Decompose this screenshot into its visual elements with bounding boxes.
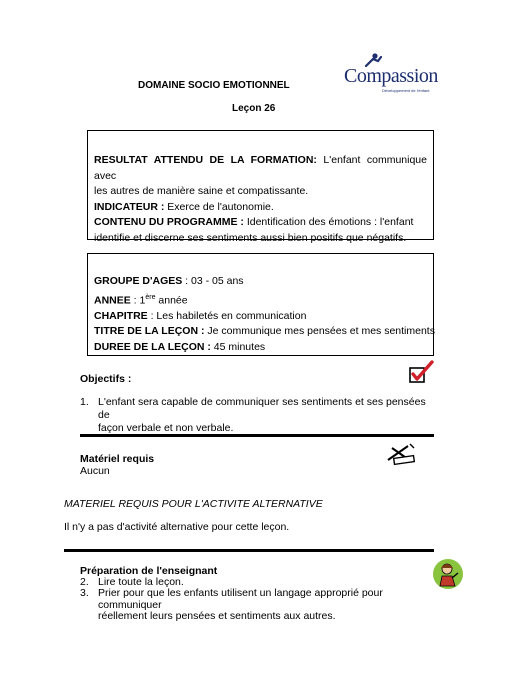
divider	[64, 549, 434, 552]
objectif-line-1: L'enfant sera capable de communiquer ses sentiments et ses pensées de	[98, 396, 426, 421]
titre-row	[94, 324, 435, 340]
preparation-item-text	[98, 588, 438, 623]
contenu-label: CONTENU DU PROGRAMME :	[94, 216, 244, 228]
materiel-heading: Matériel requis	[80, 453, 155, 465]
annee-label: ANNEE	[94, 294, 131, 306]
indicateur-label: INDICATEUR :	[94, 200, 165, 213]
titre-value: Je communique mes pensées et mes sentiments	[204, 325, 435, 337]
alternative-heading: MATERIEL REQUIS POUR L'ACTIVITE ALTERNATIVE	[64, 498, 323, 510]
pencil-tools-icon	[386, 442, 418, 466]
chapitre-label: CHAPITRE	[94, 309, 148, 322]
preparation-item-line-2: réellement leurs pensées et sentiments aux autres.	[98, 610, 336, 622]
objectifs-heading: Objectifs :	[80, 373, 132, 385]
objectif-line-2: façon verbale et non verbale.	[98, 422, 234, 434]
groupe-value: : 03 - 05 ans	[182, 275, 244, 287]
preparation-item-line-1: Prier pour que les enfants utilisent un langage approprié pour communiquer	[98, 587, 383, 611]
resultat-text-2: les autres de manière saine et compatissante.	[94, 185, 309, 197]
chapitre-row	[94, 309, 427, 325]
logo-word: Compassion	[344, 65, 438, 87]
objectif-item	[98, 396, 428, 435]
preparation-item-number: 2.	[80, 576, 89, 588]
duree-value: 45 minutes	[210, 340, 266, 353]
preparation-item-text: Lire toute la leçon.	[98, 576, 184, 588]
indicateur-text: Exerce de l'autonomie.	[164, 200, 274, 213]
materiel-value: Aucun	[80, 465, 110, 477]
lesson-number: Leçon 26	[232, 103, 276, 114]
preparation-item-number: 3.	[80, 587, 89, 599]
teacher-icon	[432, 558, 464, 590]
preparation-heading: Préparation de l'enseignant	[80, 565, 218, 577]
indicateur-line	[94, 200, 427, 216]
alternative-text: Il n'y a pas d'activité alternative pour cette leçon.	[64, 521, 290, 533]
groupe-row	[94, 274, 427, 290]
chapitre-value: : Les habiletés en communication	[147, 309, 307, 322]
titre-label: TITRE DE LA LEÇON :	[94, 325, 205, 337]
annee-prefix: : 1	[130, 294, 146, 306]
annee-sup: ère	[145, 293, 156, 301]
preparation-item	[80, 588, 89, 600]
duree-row	[94, 340, 427, 356]
annee-row	[94, 290, 427, 309]
resultat-text-1: L'enfant communique avec	[94, 154, 427, 182]
groupe-label: GROUPE D'AGES	[94, 275, 183, 287]
contenu-text-2: identifie et discerne ses sentiments aussi bien positifs que négatifs.	[94, 231, 407, 244]
annee-suffix: année	[155, 294, 188, 306]
lesson-info-box	[87, 253, 434, 356]
contenu-text-1: Identification des émotions : l'enfant	[243, 216, 414, 228]
compassion-logo	[342, 52, 438, 96]
objectif-number: 1.	[80, 396, 89, 408]
formation-box	[87, 130, 434, 244]
contenu-line-1	[94, 215, 427, 231]
domain-title: DOMAINE SOCIO EMOTIONNEL	[138, 80, 290, 91]
duree-label: DUREE DE LA LEÇON :	[94, 340, 211, 353]
resultat-line-1	[94, 153, 427, 184]
resultat-label: RESULTAT ATTENDU DE LA FORMATION:	[94, 154, 317, 166]
checkbox-check-icon	[408, 360, 434, 384]
divider	[80, 434, 434, 437]
logo-tagline: Développement de l'enfant	[382, 88, 430, 93]
